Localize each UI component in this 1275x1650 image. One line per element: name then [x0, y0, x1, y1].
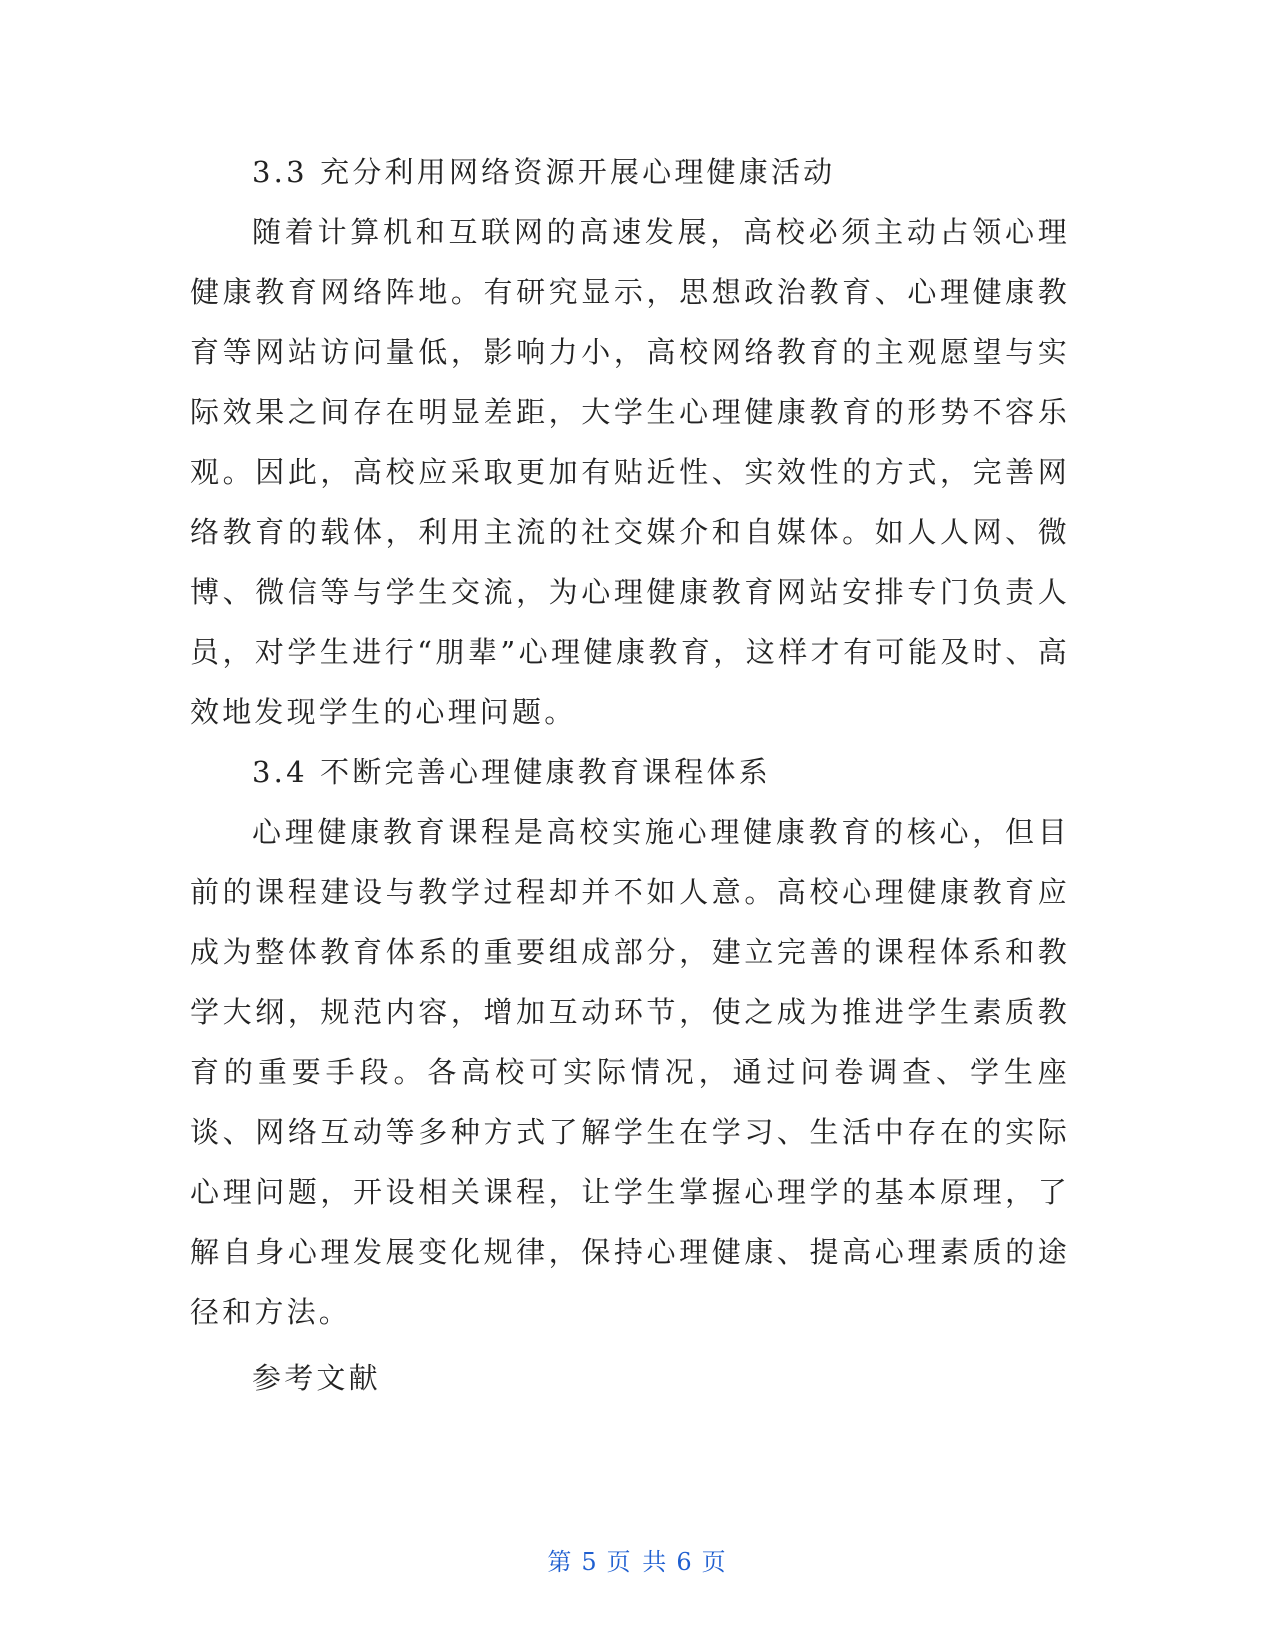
footer-label-of: 页 共 — [606, 1548, 669, 1576]
page-footer — [0, 1542, 1275, 1577]
footer-total-pages: 6 — [676, 1548, 694, 1576]
references-heading: 参考文献 — [252, 1361, 381, 1395]
paragraph-3-4: 心理健康教育课程是高校实施心理健康教育的核心，但目前的课程建设与教学过程却并不如人意。高校心理健康教育应成为整体教育体系的重要组成部分，建立完善的课程体系和教学大纲，规范内容，增加互动环节，使之成为推进学生素质教育的重要手段。各高校可实际情况，通过问卷调查、学生座谈、网络互动等多种方式了解学生在学习、生活中存在的实际心理问题，开设相关课程，让学生掌握心理学的基本原理，了解自身心理发展变化规律，保持心理健康、提高心理素质的途径和方法。 — [190, 815, 1070, 1329]
document-body — [190, 142, 1070, 1408]
footer-label-end: 页 — [701, 1548, 728, 1576]
paragraph-3-3: 随着计算机和互联网的高速发展，高校必须主动占领心理健康教育网络阵地。有研究显示，思想政治教育、心理健康教育等网站访问量低，影响力小，高校网络教育的主观愿望与实际效果之间存在明显差距，大学生心理健康教育的形势不容乐观。因此，高校应采取更加有贴近性、实效性的方式，完善网络教育的载体，利用主流的社交媒介和自媒体。如人人网、微博、微信等与学生交流，为心理健康教育网站安排专门负责人员，对学生进行“朋辈”心理健康教育，这样才有可能及时、高效地发现学生的心理问题。 — [190, 215, 1070, 729]
section-heading-3-4: 3.4 不断完善心理健康教育课程体系 — [252, 755, 771, 789]
footer-label-page: 第 — [547, 1548, 574, 1576]
section-heading-3-3: 3.3 充分利用网络资源开展心理健康活动 — [252, 155, 836, 189]
footer-current-page: 5 — [581, 1548, 599, 1576]
